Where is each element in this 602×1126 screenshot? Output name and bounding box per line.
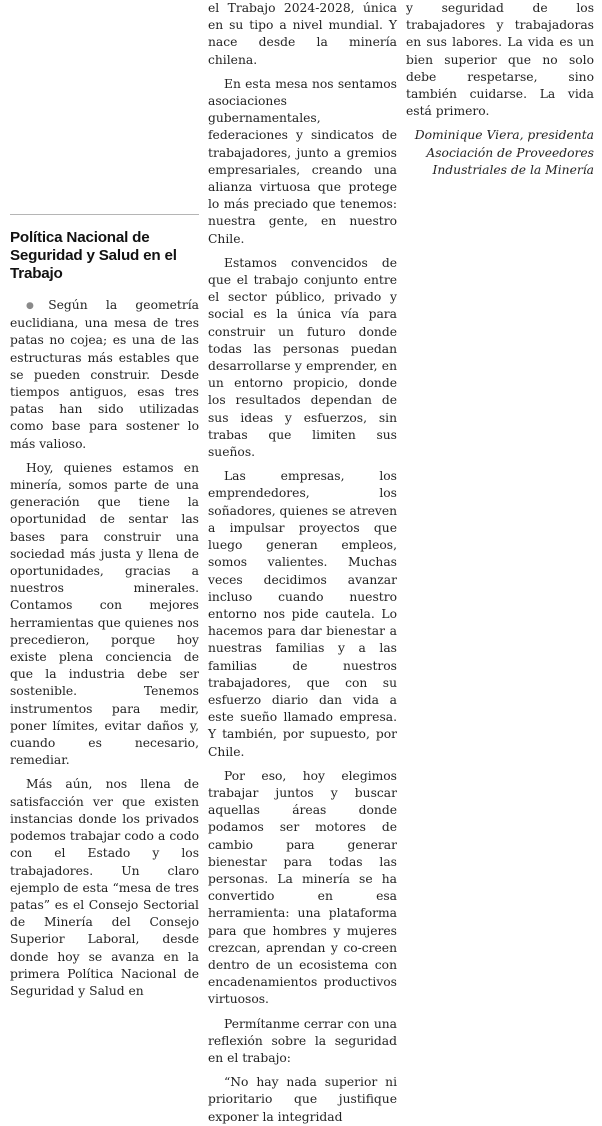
paragraph: ●Según la geometría euclidiana, una mesa de tres patas no cojea; es una de las estructuras más estables que se pueden construir. Desde tiempos antiguos, esas tres patas han sido utilizadas como base para sostener lo más valioso. <box>10 298 199 451</box>
column-3 <box>406 0 594 699</box>
paragraph: Hoy, quienes estamos en minería, somos parte de una generación que tiene la oportunidad de sentar las bases para construir una sociedad más justa y llena de oportunidades, gracias a nuestros minerales. Contamos con mejores herramientas que quienes nos precedieron, porque hoy existe plena conciencia de que la industria debe ser sostenible. Tenemos instrumentos para medir, poner límites, evitar daños y, cuando es necesario, remediar. <box>10 460 199 768</box>
section-divider <box>10 214 199 215</box>
bullet-dot-icon: ● <box>26 301 49 311</box>
column-1 <box>10 0 199 998</box>
paragraph: Más aún, nos llena de satisfacción ver que existen instancias donde los privados podemos trabajar codo a codo con el Estado y los trabajadores. Un claro ejemplo de esta “mesa de tres patas” es el Consejo Sectorial de Minería del Consejo Superior Laboral, desde donde hoy se avanza en la primera Política Nacional de Seguridad y Salud en <box>10 777 199 998</box>
paragraph: y seguridad de los trabajadores y trabajadoras en sus labores. La vida es un bien superior que no solo debe respetarse, sino también cuidarse. La vida está primero. <box>406 1 594 119</box>
paragraph: el Trabajo 2024-2028, única en su tipo a nivel mundial. Y nace desde la minería chilena. <box>208 1 397 67</box>
paragraph: Estamos convencidos de que el trabajo conjunto entre el sector público, privado y social es la única vía para construir un futuro donde todas las personas puedan desarrollarse y emprender, en un entorno propicio, donde los resultados dependan de sus ideas y esfuerzos, sin trabas que limiten sus sueños. <box>208 255 397 460</box>
paragraph: En esta mesa nos sentamos asociaciones gubernamentales, federaciones y sindicatos de trabajadores, junto a gremios empresariales, creando una alianza virtuosa que protege lo más preciado que tenemos: nuestra gente, en nuestro Chile. <box>208 76 397 246</box>
paragraph: Por eso, hoy elegimos trabajar juntos y buscar aquellas áreas donde podamos ser motores de cambio para generar bienestar para todas las personas. La minería se ha convertido en esa herramienta: una plataforma para que hombres y mujeres crezcan, aprendan y co-creen dentro de un ecosistema con encadenamientos productivos virtuosos. <box>208 768 397 1007</box>
paragraph: Las empresas, los emprendedores, los soñadores, quienes se atreven a impulsar proyectos que luego generan empleos, somos valientes. Muchas veces decidimos avanzar incluso cuando nuestro entorno nos pide cautela. Lo hacemos para dar bienestar a nuestras familias y a las familias de nuestros trabajadores, que con su esfuerzo diario dan vida a este sueño llamado empresa. Y también, por supuesto, por Chile. <box>208 469 398 759</box>
paragraph: “No hay nada superior ni prioritario que justifique exponer la integridad <box>208 1075 397 1124</box>
paragraph: Permítanme cerrar con una reflexión sobre la seguridad en el trabajo: <box>208 1016 397 1065</box>
section-title: Política Nacional de Seguridad y Salud en el Trabajo <box>10 229 177 282</box>
column-2 <box>208 0 398 1124</box>
author-signature: Dominique Viera, presidenta Asociación de Proveedores Industriales de la Minería <box>414 128 594 177</box>
